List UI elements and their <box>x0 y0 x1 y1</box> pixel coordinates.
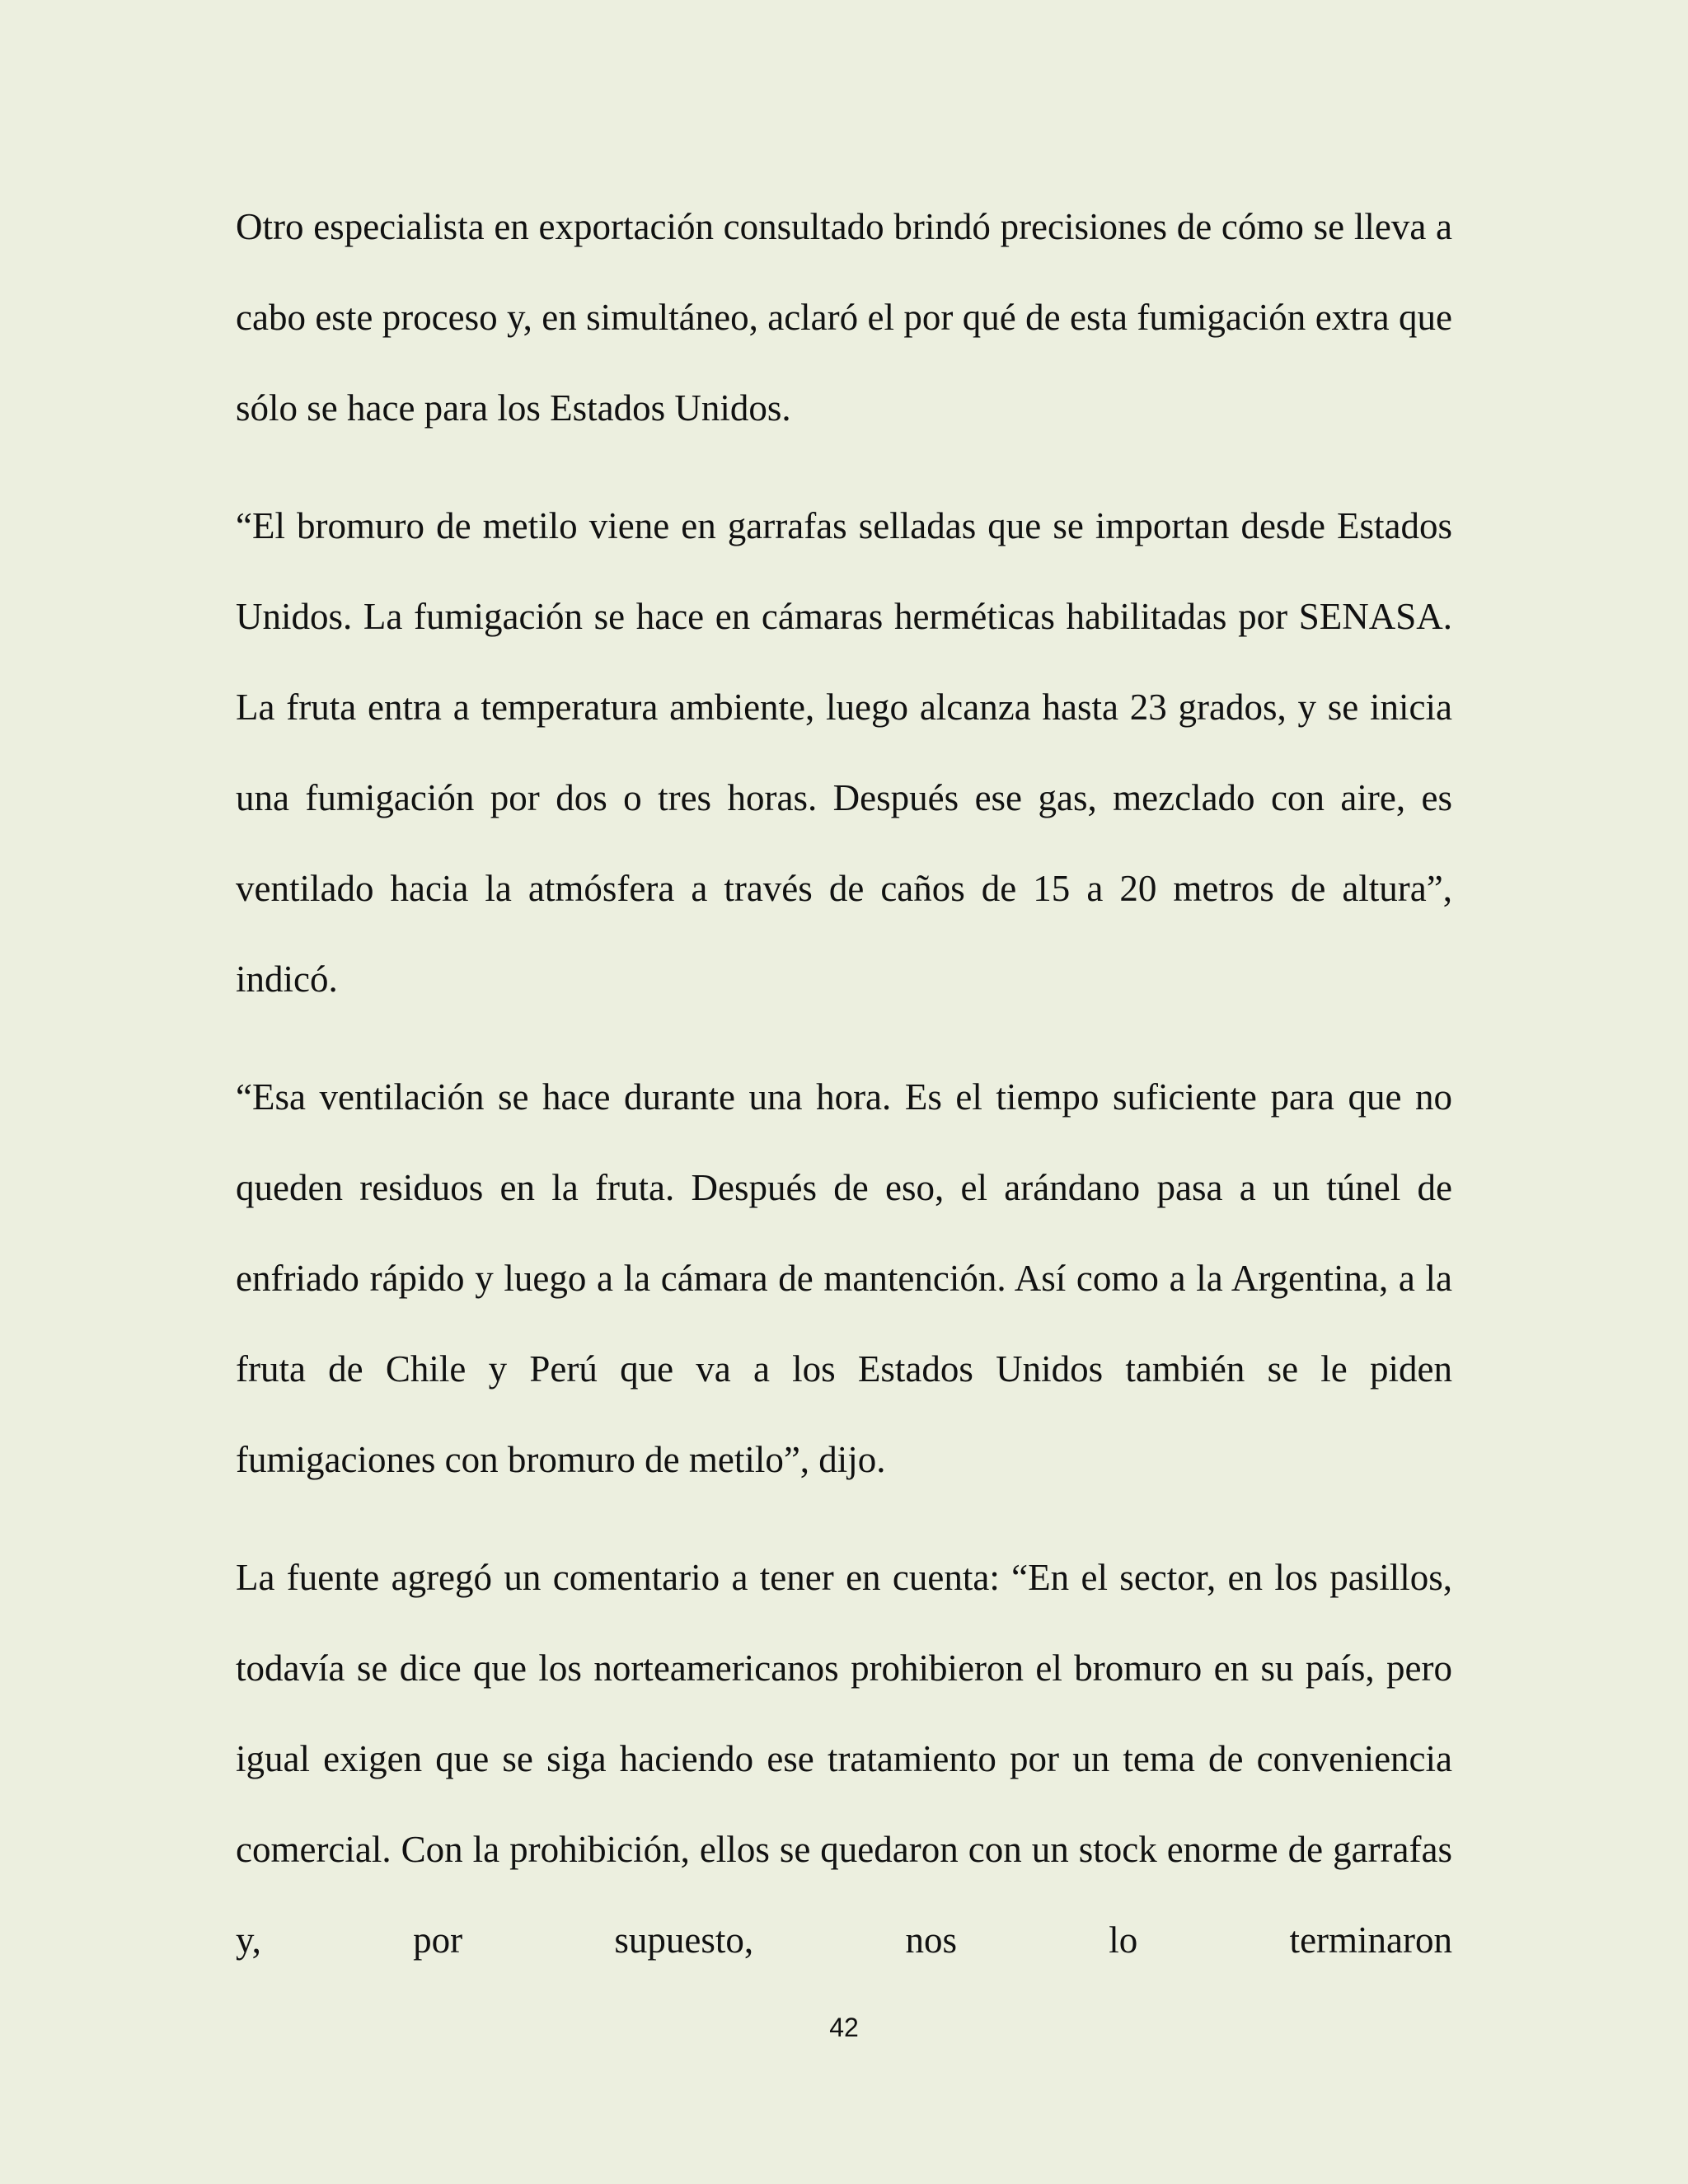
paragraph: “El bromuro de metilo viene en garrafas selladas que se importan desde Estados Unidos. La fumigación se hace en cámaras herméticas habilitadas por SENASA. La fruta entra a temperatura ambiente, luego alcanza hasta 23 grados, y se inicia una fumigación por dos o tres horas. Después ese gas, mezclado con aire, es ventilado hacia la atmósfera a través de caños de 15 a 20 metros de altura”, indicó. <box>236 505 1452 1000</box>
body-text <box>236 181 1452 2013</box>
page-number: 42 <box>829 2013 859 2042</box>
paragraph: “Esa ventilación se hace durante una hora. Es el tiempo suficiente para que no queden residuos en la fruta. Después de eso, el arándano pasa a un túnel de enfriado rápido y luego a la cámara de mantención. Así como a la Argentina, a la fruta de Chile y Perú que va a los Estados Unidos también se le piden fumigaciones con bromuro de metilo”, dijo. <box>236 1076 1452 1480</box>
paragraph: La fuente agregó un comentario a tener en cuenta: “En el sector, en los pasillos, todavía se dice que los norteamericanos prohibieron el bromuro en su país, pero igual exigen que se siga haciendo ese tratamiento por un tema de conveniencia comercial. Con la prohibición, ellos se quedaron con un stock enorme de garrafas y, por supuesto, nos lo terminaron <box>236 1557 1452 1961</box>
paragraph: Otro especialista en exportación consultado brindó precisiones de cómo se lleva a cabo este proceso y, en simultáneo, aclaró el por qué de esta fumigación extra que sólo se hace para los Estados Unidos. <box>236 206 1452 429</box>
